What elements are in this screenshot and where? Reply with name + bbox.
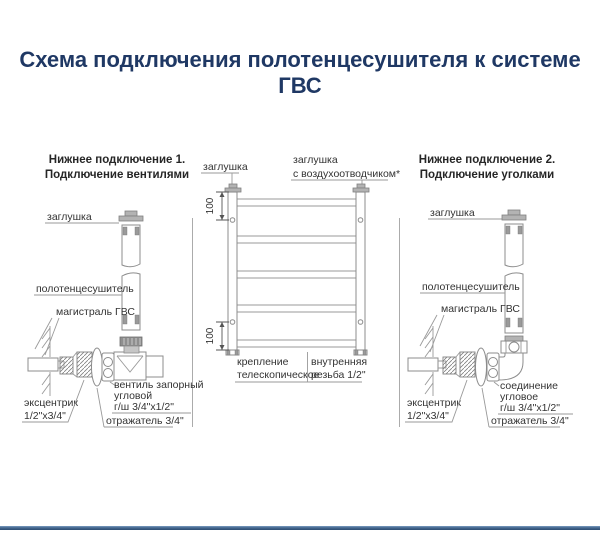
right-elbow-assembly (487, 336, 527, 381)
left-eccentric-shape (60, 352, 92, 377)
left-eccentric-label-line2: 1/2"x3/4" (24, 410, 66, 422)
right-diagram (405, 154, 573, 427)
left-reflector-shape (92, 348, 103, 386)
left-header-line2: Подключение вентилями (44, 169, 190, 181)
left-wall-pipe (28, 358, 64, 371)
diagram-separators (193, 218, 400, 427)
right-plug-cap-shape (502, 210, 526, 220)
left-fitting-label-line2: угловой (114, 390, 153, 402)
middle-airvent-label-line2: с воздухоотводчиком* (293, 168, 401, 180)
right-fitting-label-line3: г/ш 3/4"x1/2" (500, 402, 560, 414)
right-towel-rail-pipe (505, 224, 523, 333)
right-towel-rail-label: полотенцесушитель (422, 281, 520, 293)
right-wall-pipe (408, 358, 446, 371)
dimension-top-value: 100 (205, 197, 216, 215)
right-eccentric-shape (443, 352, 475, 377)
dimension-bottom-value: 100 (205, 327, 216, 345)
left-main-label: магистраль ГВС (56, 306, 135, 318)
right-header-line1: Нижнее подключение 2. (418, 154, 556, 166)
middle-thread-label-line1: внутренняя (311, 356, 368, 368)
middle-diagram (201, 154, 400, 382)
left-plug-cap-shape (119, 211, 143, 221)
ladder-feet (226, 350, 367, 355)
left-fitting-label-line3: г/ш 3/4"x1/2" (114, 401, 174, 413)
footer-divider (0, 526, 600, 530)
right-eccentric-label-line1: эксцентрик (407, 397, 461, 409)
ladder-top-caps (225, 184, 369, 192)
left-eccentric-label-line1: эксцентрик (24, 397, 78, 409)
middle-thread-label-line2: резьба 1/2" (311, 369, 366, 381)
middle-airvent-label-line1: заглушка (293, 154, 338, 166)
right-header-line2: Подключение уголками (419, 169, 555, 181)
left-header-line1: Нижнее подключение 1. (48, 154, 186, 166)
right-reflector-label: отражатель 3/4" (491, 415, 569, 427)
left-fitting-label-line1: вентиль запорный (114, 379, 204, 391)
right-eccentric-label-line2: 1/2"x3/4" (407, 410, 449, 422)
right-main-label: магистраль ГВС (441, 303, 520, 315)
left-valve-assembly (102, 337, 163, 381)
left-reflector-label: отражатель 3/4" (106, 415, 184, 427)
right-fitting-label-line2: угловое (500, 391, 539, 403)
dimension-top (205, 192, 229, 220)
right-reflector-shape (476, 348, 487, 386)
left-towel-rail-label: полотенцесушитель (36, 283, 134, 295)
right-fitting-label-line1: соединение (500, 380, 558, 392)
right-plug-label: заглушка (430, 207, 475, 219)
dimension-bottom (205, 322, 229, 350)
left-diagram (22, 154, 204, 427)
middle-plug-label: заглушка (203, 161, 248, 173)
left-plug-label: заглушка (47, 211, 92, 223)
ladder-rungs (237, 199, 356, 347)
middle-mount-label-line2: телескопическое (237, 369, 320, 381)
page-title: Схема подключения полотенцесушителя к системе ГВС (19, 47, 581, 98)
middle-mount-label-line1: крепление (237, 356, 289, 368)
